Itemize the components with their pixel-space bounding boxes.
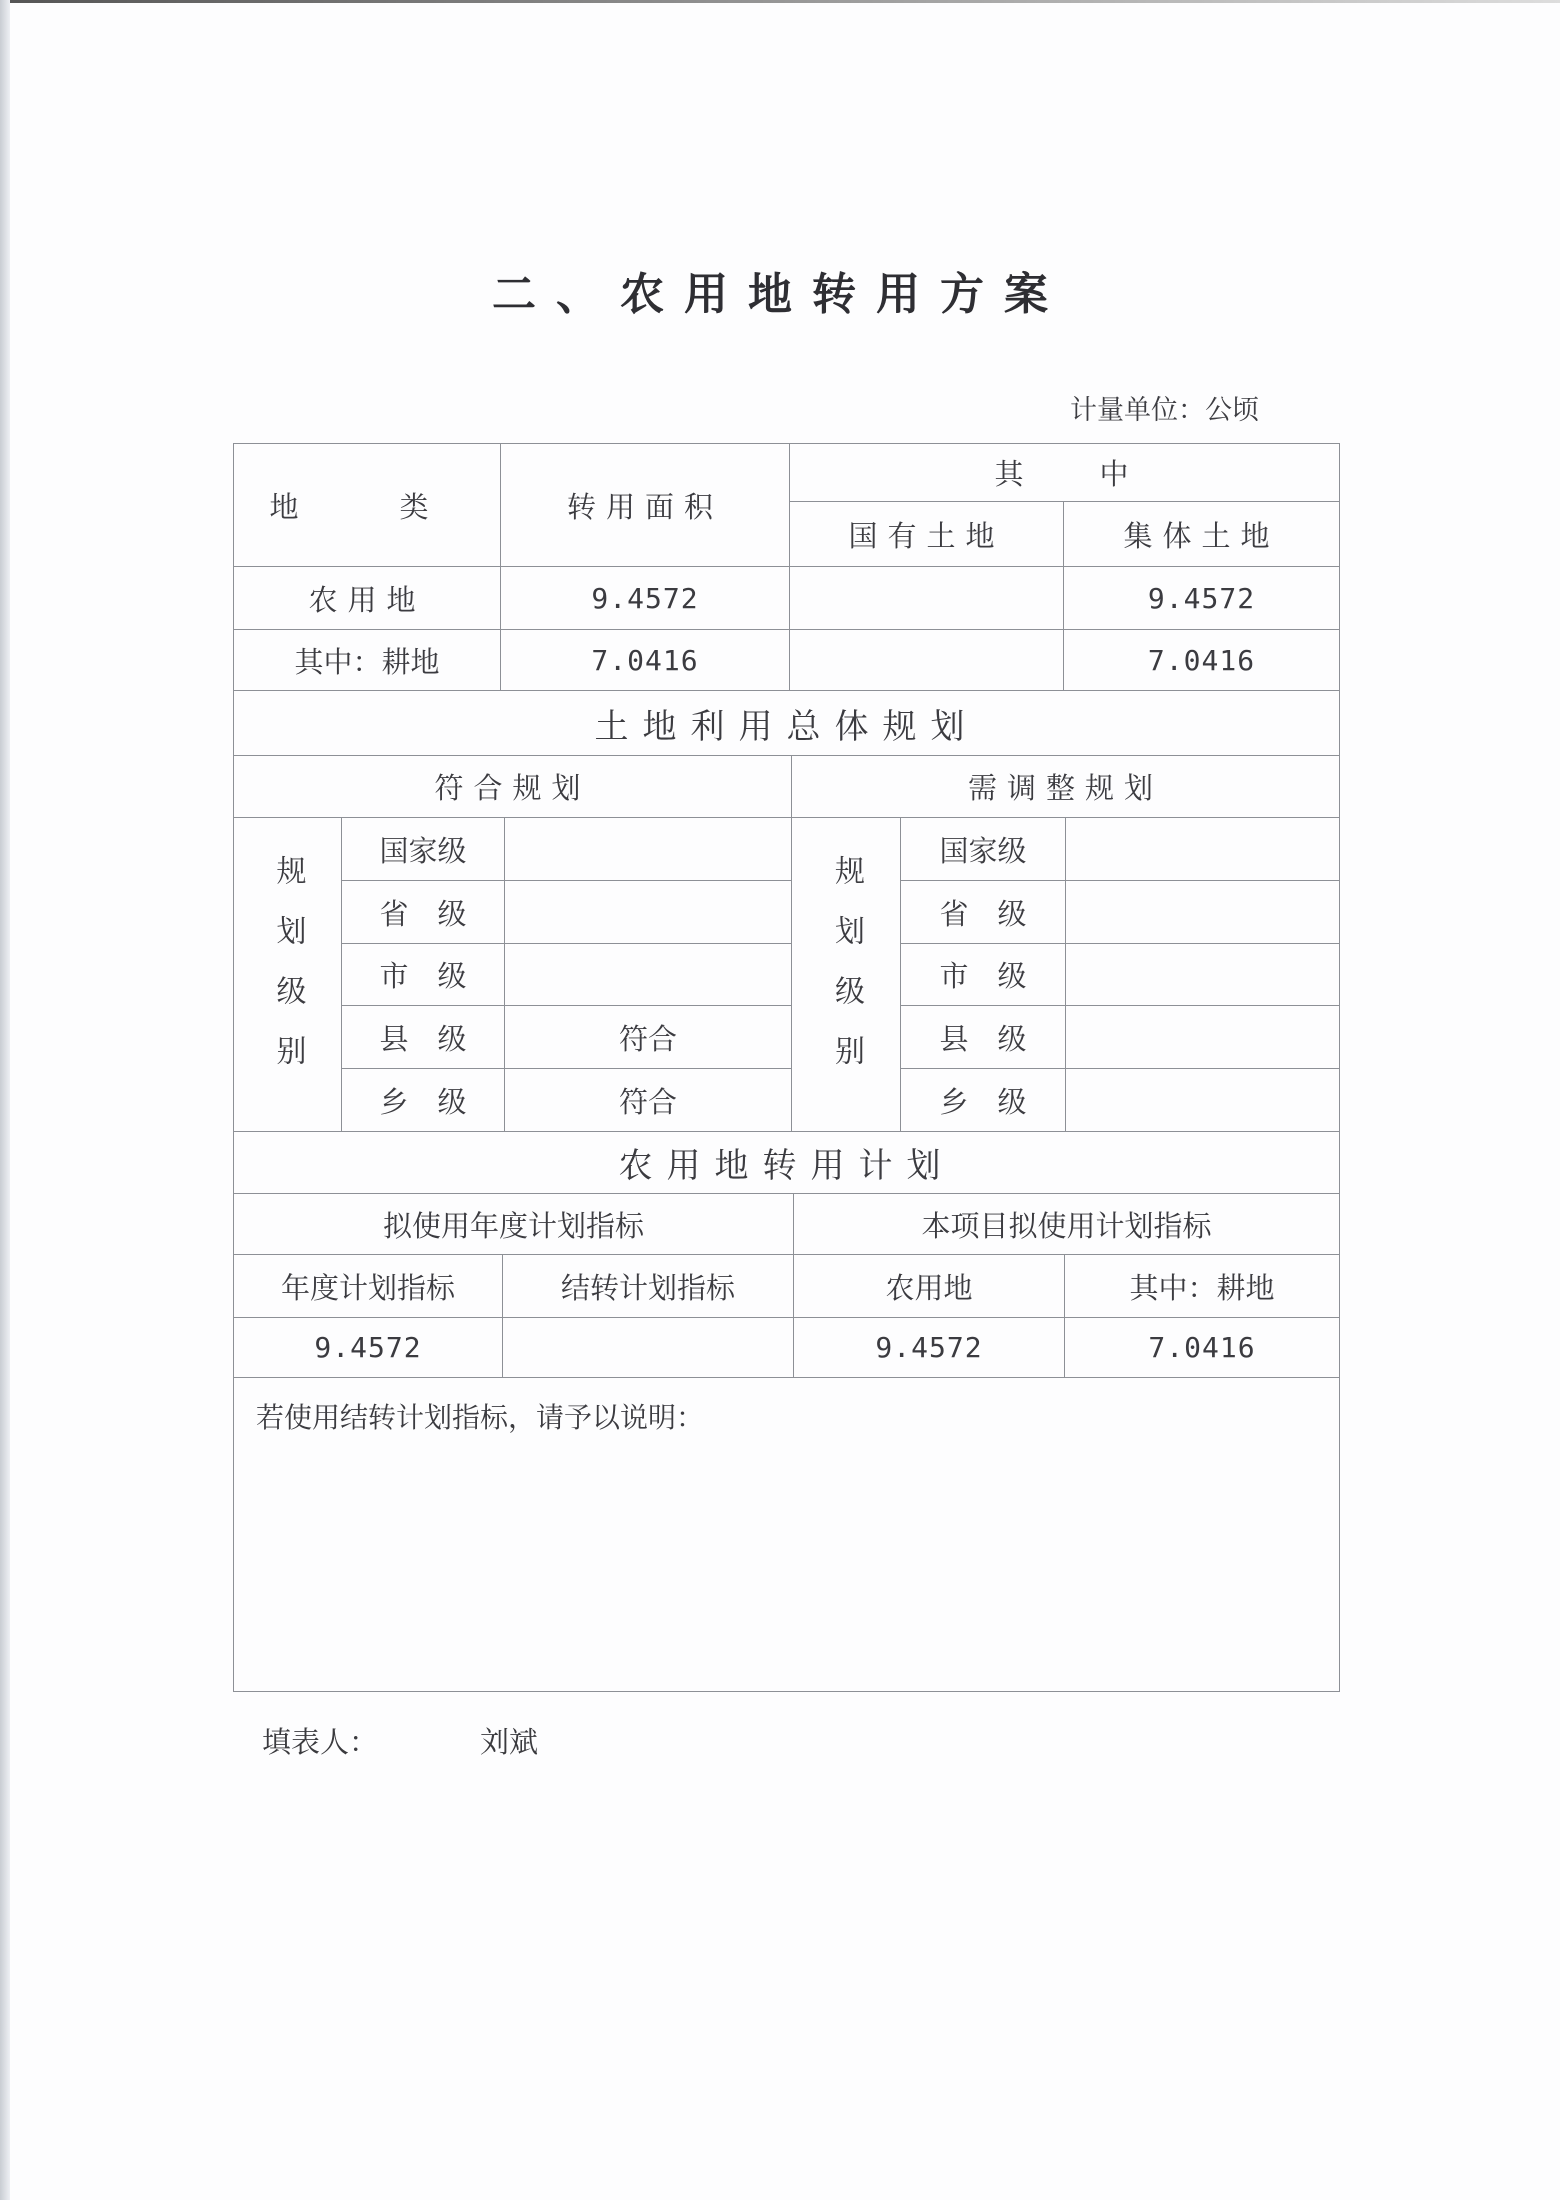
header-land-type: 地 类 (233, 443, 501, 567)
header-annual-indicators: 拟使用年度计划指标 (233, 1193, 794, 1255)
level-provincial-right: 省 级 (900, 880, 1066, 944)
header-state-land: 国有土地 (789, 501, 1064, 567)
level-national-left: 国家级 (341, 817, 505, 881)
col-project-cultivated: 其中：耕地 (1064, 1254, 1340, 1318)
filler-label: 填表人： (262, 1725, 379, 1759)
col-annual-plan: 年度计划指标 (233, 1254, 503, 1318)
level-county-conforms: 符合 (504, 1005, 792, 1069)
level-provincial-adjust (1065, 880, 1340, 944)
level-national-adjust (1065, 817, 1340, 881)
header-conversion-area: 转用面积 (500, 443, 790, 567)
level-national-conforms (504, 817, 792, 881)
level-township-left: 乡 级 (341, 1068, 505, 1132)
header-of-which: 其 中 (789, 443, 1340, 502)
level-municipal-conforms (504, 943, 792, 1006)
col-project-farmland: 农用地 (793, 1254, 1065, 1318)
level-group-label-left: 规划级别 (233, 817, 342, 1132)
section-overall-plan: 土地利用总体规划 (233, 690, 1340, 756)
scan-left-edge (0, 0, 10, 2200)
header-adjust-plan: 需调整规划 (791, 755, 1340, 818)
level-national-right: 国家级 (900, 817, 1066, 881)
level-township-right: 乡 级 (900, 1068, 1066, 1132)
scan-top-edge (0, 0, 1560, 3)
conversion-form-table (233, 443, 1340, 1691)
level-county-right: 县 级 (900, 1005, 1066, 1069)
level-provincial-left: 省 级 (341, 880, 505, 944)
cultivated-area: 7.0416 (500, 629, 790, 691)
level-township-conforms: 符合 (504, 1068, 792, 1132)
header-project-indicators: 本项目拟使用计划指标 (793, 1193, 1340, 1255)
farmland-area: 9.4572 (500, 566, 790, 630)
row-label-farmland: 农用地 (233, 566, 501, 630)
carryover-note-box (233, 1377, 1340, 1692)
level-municipal-adjust (1065, 943, 1340, 1006)
header-collective-land: 集体土地 (1063, 501, 1340, 567)
farmland-state (789, 566, 1064, 630)
unit-label: 计量单位：公顷 (1070, 395, 1259, 426)
level-county-left: 县 级 (341, 1005, 505, 1069)
level-municipal-left: 市 级 (341, 943, 505, 1006)
value-carryover-plan (502, 1317, 794, 1378)
cultivated-collective: 7.0416 (1063, 629, 1340, 691)
row-label-cultivated: 其中：耕地 (233, 629, 501, 691)
section-conversion-plan: 农用地转用计划 (233, 1131, 1340, 1194)
value-project-farmland: 9.4572 (793, 1317, 1065, 1378)
level-provincial-conforms (504, 880, 792, 944)
value-project-cultivated: 7.0416 (1064, 1317, 1340, 1378)
level-group-label-right: 规划级别 (791, 817, 901, 1132)
filler-name: 刘斌 (480, 1725, 539, 1759)
carryover-note-label: 若使用结转计划指标，请予以说明： (256, 1401, 705, 1434)
level-county-adjust (1065, 1005, 1340, 1069)
value-annual-plan: 9.4572 (233, 1317, 503, 1378)
header-conforms-plan: 符合规划 (233, 755, 792, 818)
farmland-collective: 9.4572 (1063, 566, 1340, 630)
level-township-adjust (1065, 1068, 1340, 1132)
level-municipal-right: 市 级 (900, 943, 1066, 1006)
page-title: 二、农用地转用方案 (492, 269, 1068, 320)
cultivated-state (789, 629, 1064, 691)
col-carryover-plan: 结转计划指标 (502, 1254, 794, 1318)
